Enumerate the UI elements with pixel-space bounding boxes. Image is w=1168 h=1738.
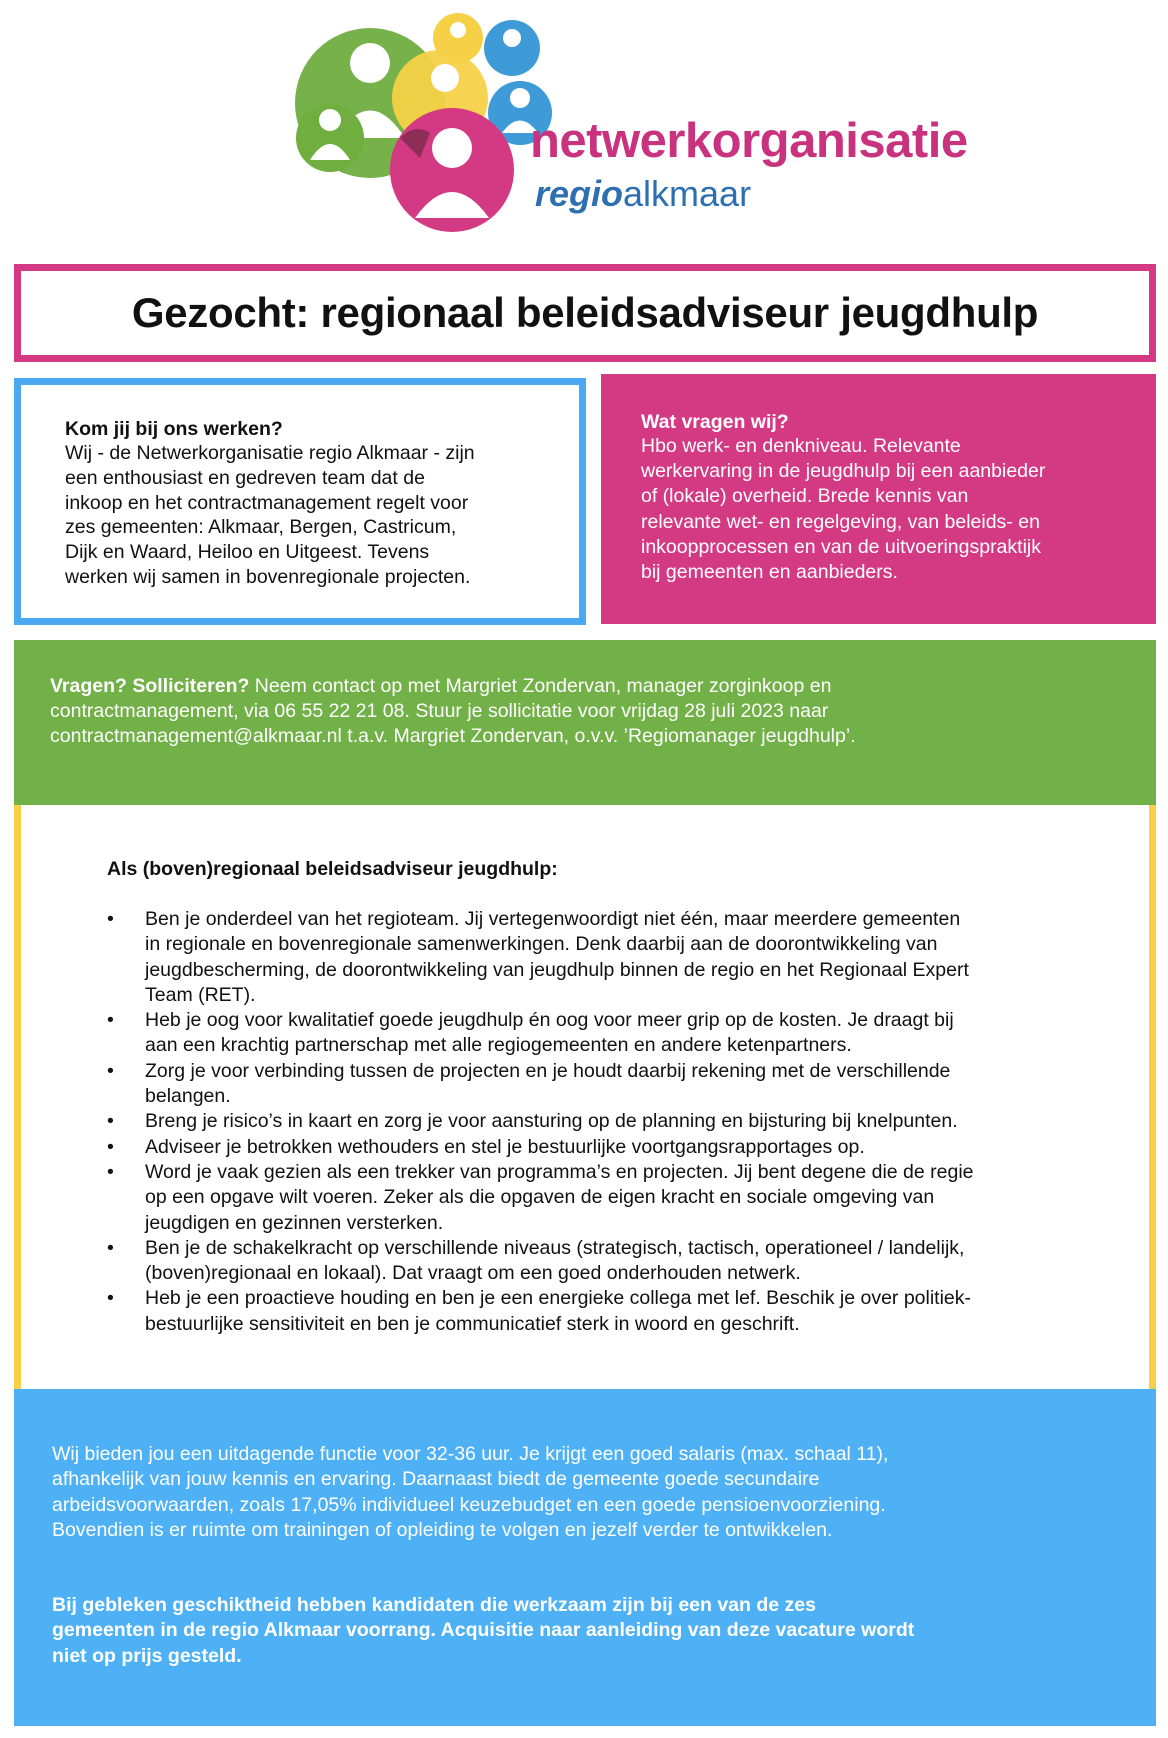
title-banner — [14, 264, 1156, 362]
requirements-section — [601, 374, 1156, 624]
list-item: • Heb je oog voor kwalitatief goede jeugdhulp én oog voor meer grip op de kosten. Je draagt bij aan een krachtig partnerschap met alle regiogemeenten en andere ketenpartners. — [107, 1008, 1119, 1059]
list-item: • Breng je risico’s in kaart en zorg je voor aansturing op de planning en bijsturing bij knelpunten. — [107, 1109, 1119, 1134]
list-item: • Word je vaak gezien als een trekker van programma’s en projecten. Jij bent degene die de regie op een opgave wilt voeren. Zeker als die opgaven de eigen kracht en sociale omgeving van jeugdigen en gezinnen versterken. — [107, 1160, 1119, 1236]
role-section — [14, 805, 1156, 1389]
requirements-text: Hbo werk- en denkniveau. Relevante werkervaring in de jeugdhulp bij een aanbieder of (lokale) overheid. Brede kennis van relevante wet- en regelgeving, van beleids- en inkoopprocessen en van de uitvoeringspraktijk bij gemeenten en aanbieders. — [641, 435, 1046, 584]
intro-text: Wij - de Netwerkorganisatie regio Alkmaar - zijn een enthousiast en gedreven team dat de inkoop en het contractmanagement regelt voor zes gemeenten: Alkmaar, Bergen, Castricum, Dijk en Waard, Heiloo en Uitgeest. Tevens werken wij samen in bovenregionale projecten. — [65, 442, 475, 588]
brand-subname: regioalkmaar — [535, 173, 752, 214]
list-item: • Zorg je voor verbinding tussen de projecten en je houdt daarbij rekening met de verschillende belangen. — [107, 1059, 1119, 1110]
page-title: Gezocht: regionaal beleidsadviseur jeugdhulp — [131, 289, 1039, 336]
list-item: • Heb je een proactieve houding en ben je een energieke collega met lef. Beschik je over politiek- bestuurlijke sensitiviteit en ben je communicatief sterk in woord en geschrift. — [107, 1286, 1119, 1337]
offer-text: Wij bieden jou een uitdagende functie voor 32-36 uur. Je krijgt een goed salaris (max. schaal 11), afhankelijk van jouw kennis en ervaring. Daarnaast biedt de gemeente goede secundaire arbeidsvoorwaarden, zoals 17,05% individueel keuzebudget en een goede pensioenvoorziening. Bovendien is er ruimte om trainingen of opleiding te volgen en jezelf verder te ontwikkelen. — [52, 1443, 889, 1541]
list-item: • Ben je de schakelkracht op verschillende niveaus (strategisch, tactisch, operationeel / landelijk, (boven)regionaal en lokaal). Dat vraagt om een goed onderhouden netwerk. — [107, 1236, 1119, 1287]
list-item: • Ben je onderdeel van het regioteam. Jij vertegenwoordigt niet één, maar meerdere gemeenten in regionale en bovenregionale samenwerkingen. Denk daarbij aan de doorontwikkeling van jeugdbescherming, de doorontwikkeling van jeugdhulp binnen de regio en het Regionaal Expert Team (RET). — [107, 907, 1119, 1008]
contact-lead: Vragen? Solliciteren? — [50, 675, 250, 697]
intro-section — [14, 378, 586, 625]
list-item: • Adviseer je betrokken wethouders en stel je bestuurlijke voortgangsrapportages op. — [107, 1135, 1119, 1160]
contact-email-line: contractmanagement@alkmaar.nl t.a.v. Margriet Zondervan, o.v.v. ’Regiomanager jeugdhulp’. — [50, 725, 856, 747]
role-heading: Als (boven)regionaal beleidsadviseur jeugdhulp: — [107, 858, 558, 880]
requirements-heading: Wat vragen wij? — [641, 411, 789, 433]
offer-section — [14, 1389, 1156, 1726]
intro-heading: Kom jij bij ons werken? — [65, 418, 283, 440]
contact-text: Vragen? Solliciteren? Neem contact op met Margriet Zondervan, manager zorginkoop en contractmanagement, via 06 55 22 21 08. Stuur je sollicitatie voor vrijdag 28 juli 2023 naar contractmanagement@alkmaar.nl t.a.v. Margriet Zondervan, o.v.v. ’Regiomanager jeugdhulp’. — [50, 675, 856, 747]
priority-notice: Bij gebleken geschiktheid hebben kandidaten die werkzaam zijn bij een van de zes gemeenten in de regio Alkmaar voorrang. Acquisitie naar aanleiding van deze vacature wordt niet op prijs gesteld. — [52, 1594, 915, 1667]
organization-logo — [280, 8, 1000, 240]
contact-section — [14, 640, 1156, 805]
role-bullet-list — [107, 907, 1119, 1337]
brand-name: netwerkorganisatie — [530, 114, 968, 168]
